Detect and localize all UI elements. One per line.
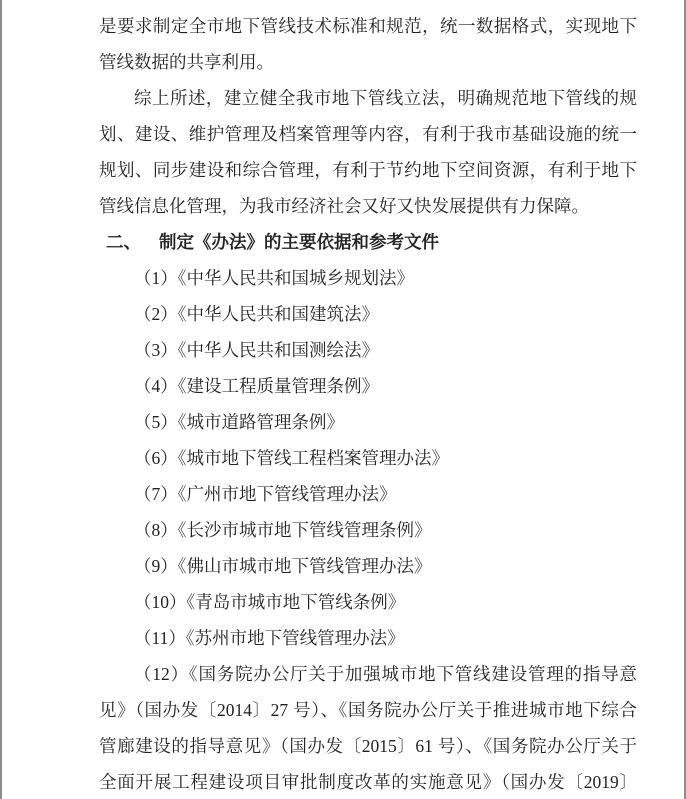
list-item: （12）《国务院办公厅关于加强城市地下管线建设管理的指导意 xyxy=(134,664,637,684)
list-item: （6）《城市地下管线工程档案管理办法》 xyxy=(134,448,449,468)
text-line: 管线信息化管理，为我市经济社会又好又快发展提供有力保障。 xyxy=(99,196,589,216)
list-item: （3）《中华人民共和国测绘法》 xyxy=(134,340,379,360)
list-item: （7）《广州市地下管线管理办法》 xyxy=(134,484,397,504)
text-line: 全面开展工程建设项目审批制度改革的实施意见》（国办发〔2019〕 xyxy=(99,772,637,792)
text-line: 是要求制定全市地下管线技术标准和规范，统一数据格式，实现地下 xyxy=(99,16,637,36)
section-heading xyxy=(99,224,637,260)
text-line: 划、建设、维护管理及档案管理等内容，有利于我市基础设施的统一 xyxy=(99,124,637,144)
list-item: （10）《青岛市城市地下管线条例》 xyxy=(134,592,406,612)
list-item: （8）《长沙市城市地下管线管理条例》 xyxy=(134,520,432,540)
list-item: （9）《佛山市城市地下管线管理办法》 xyxy=(134,556,432,576)
text-line: 综上所述，建立健全我市地下管线立法，明确规范地下管线的规 xyxy=(134,88,637,108)
section-heading-number: 二、 xyxy=(106,232,141,252)
text-line: 规划、同步建设和综合管理，有利于节约地下空间资源，有利于地下 xyxy=(99,160,637,180)
list-item: （11）《苏州市地下管线管理办法》 xyxy=(134,628,405,648)
list-item: （4）《建设工程质量管理条例》 xyxy=(134,376,379,396)
document-content xyxy=(2,0,684,799)
section-heading-title: 制定《办法》的主要依据和参考文件 xyxy=(159,232,439,252)
list-item: （5）《城市道路管理条例》 xyxy=(134,412,344,432)
text-line: 管廊建设的指导意见》（国办发〔2015〕61 号）、《国务院办公厅关于 xyxy=(99,736,637,756)
list-item: （1）《中华人民共和国城乡规划法》 xyxy=(134,268,414,288)
list-item: （2）《中华人民共和国建筑法》 xyxy=(134,304,379,324)
text-line: 管线数据的共享利用。 xyxy=(99,52,274,72)
text-line: 见》（国办发〔2014〕27 号）、《国务院办公厅关于推进城市地下综合 xyxy=(99,700,637,720)
